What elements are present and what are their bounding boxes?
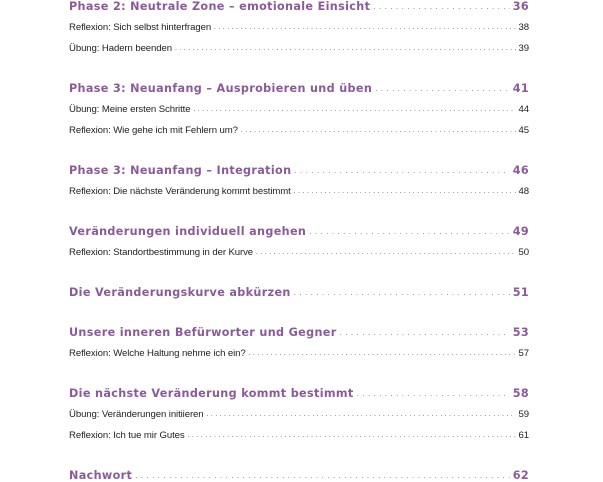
section-spacer <box>69 451 529 469</box>
toc-entry-title: Reflexion: Die nächste Veränderung kommt bestimmt <box>69 186 291 197</box>
toc-entry[interactable] <box>69 186 529 207</box>
toc-entry-page: 45 <box>518 125 529 136</box>
toc-entry-page: 61 <box>518 430 529 441</box>
toc-entry-title: Übung: Veränderungen initiieren <box>69 409 204 420</box>
dot-leader <box>357 390 510 398</box>
toc-heading-page: 62 <box>512 469 529 482</box>
toc-heading-title: Nachwort <box>69 469 133 482</box>
toc-section <box>69 469 529 482</box>
toc-heading-page: 58 <box>512 387 529 400</box>
toc-entry-title: Übung: Hadern beenden <box>69 43 172 54</box>
toc-heading-page: 41 <box>512 82 529 95</box>
toc-entry[interactable] <box>69 348 529 369</box>
toc-heading-title: Die nächste Veränderung kommt bestimmt <box>69 387 354 400</box>
section-spacer <box>69 64 529 82</box>
toc-entry-title: Übung: Meine ersten Schritte <box>69 104 191 115</box>
dot-leader <box>241 127 516 134</box>
toc-heading-title: Unsere inneren Befürworter und Gegner <box>69 326 337 339</box>
toc-heading[interactable] <box>69 387 529 409</box>
toc-entry-title: Reflexion: Welche Haltung nehme ich ein? <box>69 348 246 359</box>
toc-entry[interactable] <box>69 409 529 430</box>
toc-entry[interactable] <box>69 22 529 43</box>
dot-leader <box>294 188 516 195</box>
toc-heading-title: Phase 2: Neutrale Zone – emotionale Einsicht <box>69 0 371 13</box>
dot-leader <box>249 350 516 357</box>
toc-section <box>69 387 529 451</box>
dot-leader <box>207 411 516 418</box>
toc-entry-page: 44 <box>518 104 529 115</box>
toc-section <box>69 164 529 207</box>
toc-entry-title: Reflexion: Wie gehe ich mit Fehlern um? <box>69 125 238 136</box>
toc-heading[interactable] <box>69 469 529 482</box>
dot-leader <box>373 3 509 11</box>
section-spacer <box>69 207 529 225</box>
toc-entry-page: 50 <box>518 247 529 258</box>
dot-leader <box>175 45 516 52</box>
toc-heading[interactable] <box>69 225 529 247</box>
toc-heading[interactable] <box>69 0 529 22</box>
toc-entry[interactable] <box>69 247 529 268</box>
toc-heading-page: 53 <box>512 326 529 339</box>
dot-leader <box>214 24 515 31</box>
toc-entry-page: 57 <box>518 348 529 359</box>
dot-leader <box>375 85 510 93</box>
dot-leader <box>256 249 515 256</box>
dot-leader <box>340 329 510 337</box>
section-spacer <box>69 369 529 387</box>
toc-heading[interactable] <box>69 82 529 104</box>
toc-heading-page: 51 <box>512 286 529 299</box>
toc-section <box>69 0 529 64</box>
toc-heading[interactable] <box>69 326 529 348</box>
toc-entry-page: 59 <box>518 409 529 420</box>
toc-entry[interactable] <box>69 430 529 451</box>
toc-entry-page: 39 <box>518 43 529 54</box>
dot-leader <box>309 228 509 236</box>
toc-heading[interactable] <box>69 286 529 308</box>
toc-entry-title: Reflexion: Ich tue mir Gutes <box>69 430 185 441</box>
section-spacer <box>69 308 529 326</box>
toc-entry-title: Reflexion: Standortbestimmung in der Kurve <box>69 247 254 258</box>
dot-leader <box>294 167 509 175</box>
dot-leader <box>294 289 510 297</box>
toc-entry[interactable] <box>69 125 529 146</box>
toc-entry-page: 48 <box>518 186 529 197</box>
toc-section <box>69 225 529 268</box>
toc-heading-page: 36 <box>512 0 529 13</box>
dot-leader <box>135 472 510 480</box>
section-spacer <box>69 268 529 286</box>
toc-heading-page: 49 <box>512 225 529 238</box>
toc-heading-title: Die Veränderungskurve abkürzen <box>69 286 291 299</box>
toc-heading-page: 46 <box>512 164 529 177</box>
toc-heading-title: Phase 3: Neuanfang – Integration <box>69 164 292 177</box>
toc-heading-title: Phase 3: Neuanfang – Ausprobieren und üben <box>69 82 373 95</box>
table-of-contents <box>69 0 529 482</box>
dot-leader <box>193 106 515 113</box>
toc-section <box>69 326 529 369</box>
dot-leader <box>188 432 516 439</box>
toc-entry[interactable] <box>69 104 529 125</box>
toc-entry-title: Reflexion: Sich selbst hinterfragen <box>69 22 212 33</box>
toc-heading-title: Veränderungen individuell angehen <box>69 225 307 238</box>
toc-entry-page: 38 <box>518 22 529 33</box>
toc-entry[interactable] <box>69 43 529 64</box>
toc-section <box>69 82 529 146</box>
toc-heading[interactable] <box>69 164 529 186</box>
section-spacer <box>69 146 529 164</box>
toc-section <box>69 286 529 308</box>
